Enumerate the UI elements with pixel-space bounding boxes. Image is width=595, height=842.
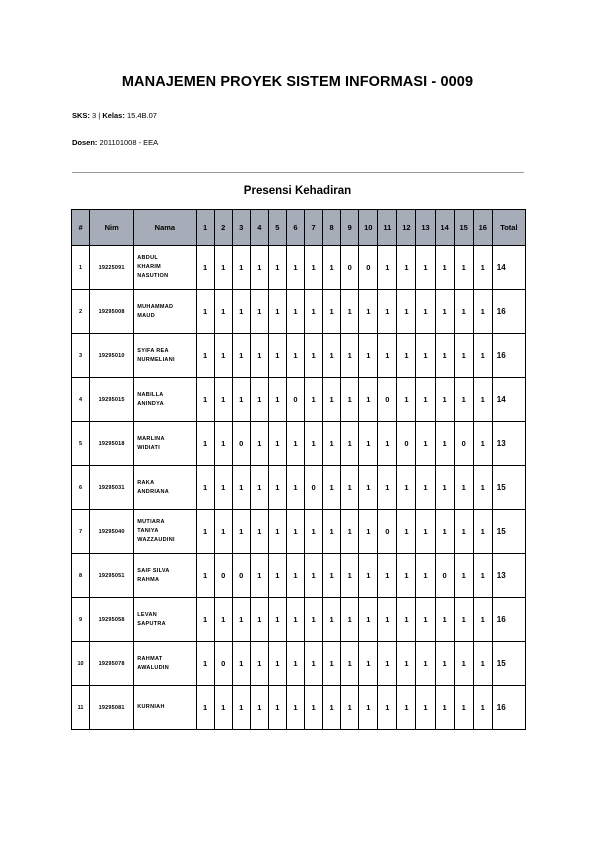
attendance-cell: 0 xyxy=(214,554,232,598)
dosen-label: Dosen: xyxy=(72,138,98,147)
column-header: Nim xyxy=(90,210,134,246)
table-row xyxy=(72,246,526,290)
attendance-cell: 1 xyxy=(268,246,286,290)
attendance-cell: 1 xyxy=(323,642,341,686)
attendance-cell: 1 xyxy=(250,554,268,598)
attendance-cell: 1 xyxy=(435,510,454,554)
student-name-line: MARLINA xyxy=(137,435,165,442)
attendance-cell: 1 xyxy=(323,422,341,466)
attendance-cell: 1 xyxy=(305,510,323,554)
attendance-cell: 1 xyxy=(232,510,250,554)
column-header: 12 xyxy=(397,210,416,246)
student-name-line: RAHMAT xyxy=(137,655,163,662)
attendance-cell: 1 xyxy=(473,598,492,642)
attendance-cell: 1 xyxy=(323,378,341,422)
column-header: 16 xyxy=(473,210,492,246)
student-name-line: ANDRIANA xyxy=(137,488,169,495)
attendance-cell: 1 xyxy=(416,422,435,466)
attendance-cell: 1 xyxy=(359,378,378,422)
attendance-cell: 1 xyxy=(454,686,473,730)
attendance-cell: 1 xyxy=(341,510,359,554)
column-header: 8 xyxy=(323,210,341,246)
attendance-cell: 1 xyxy=(196,510,214,554)
row-number: 2 xyxy=(72,290,90,334)
attendance-cell: 0 xyxy=(454,422,473,466)
attendance-cell: 1 xyxy=(268,554,286,598)
attendance-cell: 1 xyxy=(416,466,435,510)
attendance-cell: 1 xyxy=(359,642,378,686)
student-name xyxy=(134,290,196,334)
attendance-cell: 1 xyxy=(214,290,232,334)
sks-value: 3 xyxy=(92,111,97,120)
table-row xyxy=(72,466,526,510)
attendance-cell: 1 xyxy=(378,642,397,686)
student-name-line: AWALUDIN xyxy=(137,664,169,671)
attendance-cell: 1 xyxy=(196,598,214,642)
attendance-cell: 1 xyxy=(341,554,359,598)
attendance-cell: 1 xyxy=(454,466,473,510)
attendance-cell: 1 xyxy=(397,554,416,598)
attendance-cell: 1 xyxy=(397,290,416,334)
attendance-cell: 1 xyxy=(454,642,473,686)
attendance-total: 15 xyxy=(492,466,525,510)
student-nim: 19295051 xyxy=(90,554,134,598)
row-number: 4 xyxy=(72,378,90,422)
attendance-total: 15 xyxy=(492,642,525,686)
table-row xyxy=(72,686,526,730)
attendance-cell: 1 xyxy=(435,642,454,686)
separator: | xyxy=(98,111,101,120)
attendance-cell: 1 xyxy=(454,290,473,334)
attendance-cell: 1 xyxy=(416,686,435,730)
attendance-cell: 1 xyxy=(473,510,492,554)
attendance-cell: 1 xyxy=(323,290,341,334)
attendance-cell: 1 xyxy=(286,554,304,598)
attendance-cell: 1 xyxy=(250,378,268,422)
attendance-cell: 0 xyxy=(286,378,304,422)
student-name-line: KURNIAH xyxy=(137,704,165,710)
student-nim: 19295015 xyxy=(90,378,134,422)
attendance-cell: 1 xyxy=(232,246,250,290)
attendance-cell: 1 xyxy=(232,686,250,730)
attendance-cell: 1 xyxy=(268,466,286,510)
attendance-cell: 1 xyxy=(286,290,304,334)
attendance-cell: 1 xyxy=(359,466,378,510)
attendance-cell: 1 xyxy=(323,686,341,730)
attendance-cell: 1 xyxy=(473,554,492,598)
attendance-cell: 1 xyxy=(250,642,268,686)
column-header: 3 xyxy=(232,210,250,246)
attendance-cell: 1 xyxy=(359,334,378,378)
student-nim: 19295031 xyxy=(90,466,134,510)
attendance-cell: 1 xyxy=(397,642,416,686)
student-name xyxy=(134,378,196,422)
attendance-cell: 1 xyxy=(232,466,250,510)
attendance-cell: 1 xyxy=(473,686,492,730)
attendance-cell: 1 xyxy=(473,290,492,334)
attendance-cell: 1 xyxy=(473,642,492,686)
row-number: 6 xyxy=(72,466,90,510)
attendance-cell: 1 xyxy=(286,642,304,686)
attendance-cell: 1 xyxy=(196,466,214,510)
row-number: 8 xyxy=(72,554,90,598)
row-number: 5 xyxy=(72,422,90,466)
attendance-cell: 1 xyxy=(305,642,323,686)
attendance-cell: 1 xyxy=(378,466,397,510)
column-header: 14 xyxy=(435,210,454,246)
attendance-cell: 1 xyxy=(305,422,323,466)
attendance-cell: 1 xyxy=(214,686,232,730)
row-number: 9 xyxy=(72,598,90,642)
attendance-cell: 1 xyxy=(473,378,492,422)
student-name-line: LEVAN xyxy=(137,611,157,618)
student-name xyxy=(134,554,196,598)
attendance-cell: 1 xyxy=(305,246,323,290)
attendance-cell: 1 xyxy=(232,334,250,378)
attendance-cell: 1 xyxy=(196,290,214,334)
sks-label: SKS: xyxy=(72,111,90,120)
section-title: Presensi Kehadiran xyxy=(243,185,352,197)
attendance-cell: 1 xyxy=(341,422,359,466)
attendance-cell: 1 xyxy=(397,598,416,642)
attendance-cell: 1 xyxy=(250,290,268,334)
attendance-cell: 1 xyxy=(454,554,473,598)
divider xyxy=(72,172,524,173)
column-header: 1 xyxy=(196,210,214,246)
student-nim: 19295008 xyxy=(90,290,134,334)
attendance-cell: 1 xyxy=(378,290,397,334)
student-name xyxy=(134,642,196,686)
attendance-cell: 1 xyxy=(286,422,304,466)
attendance-cell: 0 xyxy=(378,378,397,422)
row-number: 3 xyxy=(72,334,90,378)
attendance-cell: 1 xyxy=(268,290,286,334)
attendance-cell: 1 xyxy=(323,510,341,554)
student-nim: 19295081 xyxy=(90,686,134,730)
attendance-cell: 1 xyxy=(196,554,214,598)
student-name-line: MAUD xyxy=(137,312,155,319)
student-name-line: WIDIATI xyxy=(137,444,161,451)
student-nim: 19295018 xyxy=(90,422,134,466)
student-name xyxy=(134,422,196,466)
student-nim: 19225091 xyxy=(90,246,134,290)
table-row xyxy=(72,510,526,554)
attendance-cell: 1 xyxy=(286,246,304,290)
attendance-cell: 1 xyxy=(341,598,359,642)
attendance-cell: 1 xyxy=(378,554,397,598)
row-number: 11 xyxy=(72,686,90,730)
attendance-cell: 1 xyxy=(435,422,454,466)
row-number: 1 xyxy=(72,246,90,290)
table-row xyxy=(72,334,526,378)
table-header-row xyxy=(72,210,526,246)
attendance-cell: 1 xyxy=(473,422,492,466)
attendance-cell: 1 xyxy=(214,246,232,290)
attendance-cell: 1 xyxy=(286,510,304,554)
attendance-cell: 1 xyxy=(454,598,473,642)
attendance-cell: 1 xyxy=(268,686,286,730)
dosen-value: 201101008 - EEA xyxy=(99,138,159,147)
student-nim: 19295040 xyxy=(90,510,134,554)
attendance-cell: 1 xyxy=(341,290,359,334)
column-header: 10 xyxy=(359,210,378,246)
column-header: 13 xyxy=(416,210,435,246)
attendance-cell: 1 xyxy=(250,246,268,290)
student-name xyxy=(134,466,196,510)
attendance-total: 16 xyxy=(492,686,525,730)
kelas-label: Kelas: xyxy=(102,111,125,120)
student-name-line: MUHAMMAD xyxy=(137,303,174,310)
attendance-cell: 1 xyxy=(473,466,492,510)
student-name-line: RAHMA xyxy=(137,576,160,583)
attendance-cell: 1 xyxy=(286,466,304,510)
student-name-line: ANINDYA xyxy=(137,400,164,407)
table-body xyxy=(72,246,526,730)
attendance-cell: 1 xyxy=(359,422,378,466)
attendance-cell: 1 xyxy=(454,510,473,554)
attendance-cell: 1 xyxy=(341,686,359,730)
attendance-cell: 1 xyxy=(323,554,341,598)
attendance-cell: 0 xyxy=(214,642,232,686)
attendance-cell: 1 xyxy=(323,246,341,290)
attendance-cell: 1 xyxy=(305,686,323,730)
attendance-cell: 1 xyxy=(305,290,323,334)
attendance-cell: 1 xyxy=(196,378,214,422)
student-name-line: NABILLA xyxy=(137,391,164,398)
attendance-cell: 1 xyxy=(435,686,454,730)
attendance-cell: 1 xyxy=(435,466,454,510)
table-row xyxy=(72,554,526,598)
attendance-cell: 1 xyxy=(397,246,416,290)
attendance-cell: 1 xyxy=(378,246,397,290)
student-name-line: MUTIARA xyxy=(137,519,165,525)
student-nim: 19295078 xyxy=(90,642,134,686)
course-info-line xyxy=(72,111,157,120)
attendance-total: 16 xyxy=(492,334,525,378)
attendance-cell: 1 xyxy=(435,290,454,334)
attendance-cell: 1 xyxy=(232,598,250,642)
attendance-cell: 1 xyxy=(397,686,416,730)
lecturer-info-line xyxy=(72,138,158,147)
column-header: 5 xyxy=(268,210,286,246)
attendance-cell: 1 xyxy=(323,598,341,642)
attendance-cell: 1 xyxy=(214,422,232,466)
attendance-cell: 1 xyxy=(397,378,416,422)
attendance-cell: 1 xyxy=(250,510,268,554)
attendance-cell: 1 xyxy=(268,598,286,642)
table-row xyxy=(72,378,526,422)
attendance-cell: 1 xyxy=(214,598,232,642)
attendance-cell: 1 xyxy=(268,334,286,378)
attendance-cell: 1 xyxy=(196,422,214,466)
table-row xyxy=(72,290,526,334)
attendance-cell: 1 xyxy=(286,686,304,730)
kelas-value: 15.4B.07 xyxy=(126,111,157,120)
attendance-cell: 1 xyxy=(416,510,435,554)
attendance-total: 13 xyxy=(492,422,525,466)
attendance-cell: 1 xyxy=(305,378,323,422)
attendance-cell: 1 xyxy=(214,466,232,510)
attendance-cell: 1 xyxy=(473,334,492,378)
attendance-cell: 1 xyxy=(416,334,435,378)
attendance-cell: 1 xyxy=(214,378,232,422)
column-header: 15 xyxy=(454,210,473,246)
attendance-cell: 1 xyxy=(250,334,268,378)
attendance-cell: 1 xyxy=(250,686,268,730)
attendance-cell: 1 xyxy=(268,510,286,554)
attendance-cell: 0 xyxy=(341,246,359,290)
attendance-cell: 1 xyxy=(323,334,341,378)
attendance-cell: 1 xyxy=(250,598,268,642)
attendance-cell: 1 xyxy=(435,246,454,290)
attendance-cell: 1 xyxy=(473,246,492,290)
student-nim: 19295058 xyxy=(90,598,134,642)
attendance-cell: 1 xyxy=(305,554,323,598)
student-name xyxy=(134,686,196,730)
attendance-cell: 0 xyxy=(232,554,250,598)
attendance-cell: 1 xyxy=(397,466,416,510)
attendance-cell: 1 xyxy=(305,598,323,642)
attendance-cell: 0 xyxy=(305,466,323,510)
student-name-line: SAPUTRA xyxy=(137,620,166,627)
attendance-cell: 1 xyxy=(359,686,378,730)
attendance-cell: 0 xyxy=(435,554,454,598)
column-header: Nama xyxy=(134,210,196,246)
column-header: 11 xyxy=(378,210,397,246)
attendance-cell: 1 xyxy=(416,598,435,642)
student-name-line: NURMELIANI xyxy=(137,356,175,363)
student-name-line: KHARIM xyxy=(137,264,162,270)
attendance-cell: 1 xyxy=(378,422,397,466)
attendance-total: 14 xyxy=(492,246,525,290)
table-row xyxy=(72,642,526,686)
student-name xyxy=(134,334,196,378)
attendance-total: 15 xyxy=(492,510,525,554)
attendance-cell: 1 xyxy=(341,642,359,686)
attendance-cell: 1 xyxy=(341,466,359,510)
attendance-total: 16 xyxy=(492,598,525,642)
student-name-line: SAIF SILVA xyxy=(137,567,170,574)
student-name-line: TANIYA xyxy=(137,528,159,534)
attendance-cell: 1 xyxy=(435,334,454,378)
column-header: 6 xyxy=(286,210,304,246)
attendance-cell: 1 xyxy=(323,466,341,510)
student-name-line: NASUTION xyxy=(137,273,169,279)
attendance-cell: 1 xyxy=(196,334,214,378)
attendance-cell: 1 xyxy=(268,642,286,686)
page-title: MANAJEMEN PROYEK SISTEM INFORMASI - 0009 xyxy=(121,74,474,90)
column-header: Total xyxy=(492,210,525,246)
attendance-cell: 1 xyxy=(268,422,286,466)
attendance-table xyxy=(71,209,526,730)
attendance-cell: 1 xyxy=(268,378,286,422)
attendance-cell: 1 xyxy=(214,334,232,378)
attendance-cell: 1 xyxy=(454,378,473,422)
attendance-cell: 1 xyxy=(359,510,378,554)
student-nim: 19295010 xyxy=(90,334,134,378)
attendance-cell: 1 xyxy=(454,334,473,378)
attendance-cell: 1 xyxy=(341,334,359,378)
attendance-cell: 1 xyxy=(416,642,435,686)
attendance-cell: 1 xyxy=(416,290,435,334)
attendance-cell: 1 xyxy=(359,554,378,598)
column-header: 7 xyxy=(305,210,323,246)
student-name xyxy=(134,598,196,642)
student-name-line: WAZZAUDINI xyxy=(137,537,175,543)
attendance-cell: 1 xyxy=(196,246,214,290)
attendance-cell: 1 xyxy=(232,378,250,422)
column-header: # xyxy=(72,210,90,246)
column-header: 9 xyxy=(341,210,359,246)
attendance-cell: 1 xyxy=(416,554,435,598)
attendance-cell: 1 xyxy=(286,598,304,642)
attendance-cell: 1 xyxy=(435,378,454,422)
student-name xyxy=(134,246,196,290)
attendance-total: 14 xyxy=(492,378,525,422)
student-name-line: RAKA xyxy=(137,479,155,486)
attendance-cell: 1 xyxy=(250,466,268,510)
table-row xyxy=(72,422,526,466)
attendance-cell: 1 xyxy=(397,334,416,378)
attendance-cell: 1 xyxy=(378,334,397,378)
attendance-cell: 1 xyxy=(305,334,323,378)
student-name-line: ABDUL xyxy=(137,255,159,261)
row-number: 10 xyxy=(72,642,90,686)
attendance-cell: 0 xyxy=(378,510,397,554)
attendance-cell: 1 xyxy=(286,334,304,378)
row-number: 7 xyxy=(72,510,90,554)
attendance-cell: 1 xyxy=(416,378,435,422)
attendance-cell: 1 xyxy=(416,246,435,290)
attendance-cell: 1 xyxy=(359,598,378,642)
attendance-cell: 1 xyxy=(397,510,416,554)
attendance-cell: 0 xyxy=(359,246,378,290)
attendance-cell: 0 xyxy=(397,422,416,466)
attendance-cell: 1 xyxy=(378,598,397,642)
table-row xyxy=(72,598,526,642)
attendance-cell: 1 xyxy=(232,290,250,334)
attendance-cell: 1 xyxy=(378,686,397,730)
attendance-total: 16 xyxy=(492,290,525,334)
attendance-cell: 1 xyxy=(341,378,359,422)
column-header: 4 xyxy=(250,210,268,246)
attendance-cell: 1 xyxy=(214,510,232,554)
attendance-cell: 1 xyxy=(196,686,214,730)
student-name-line: SYIFA REA xyxy=(137,347,169,354)
attendance-total: 13 xyxy=(492,554,525,598)
column-header: 2 xyxy=(214,210,232,246)
attendance-cell: 1 xyxy=(196,642,214,686)
attendance-cell: 1 xyxy=(250,422,268,466)
student-name xyxy=(134,510,196,554)
attendance-cell: 1 xyxy=(435,598,454,642)
attendance-cell: 0 xyxy=(232,422,250,466)
attendance-cell: 1 xyxy=(359,290,378,334)
attendance-cell: 1 xyxy=(232,642,250,686)
attendance-cell: 1 xyxy=(454,246,473,290)
